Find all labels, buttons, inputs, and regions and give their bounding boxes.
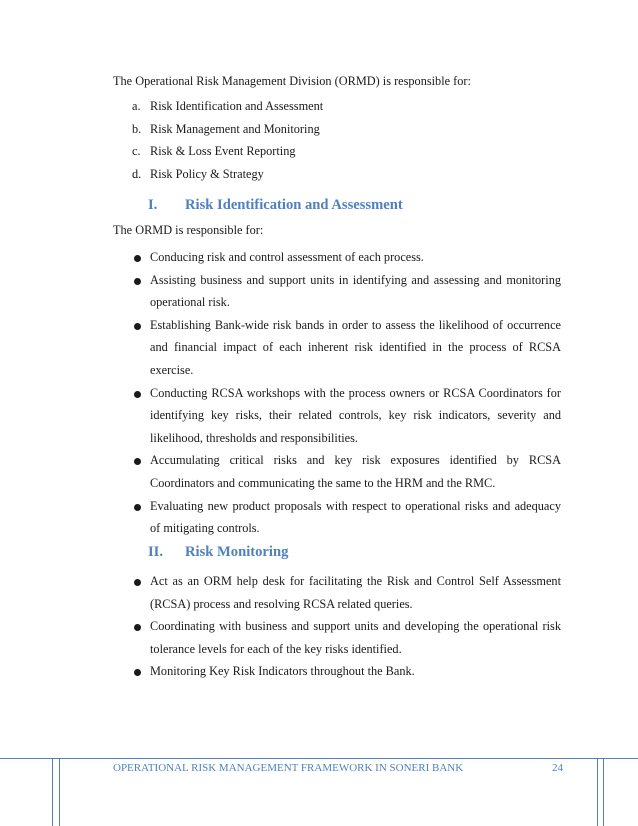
list-item-text: Risk Management and Monitoring	[150, 121, 320, 136]
list-item-text: Monitoring Key Risk Indicators throughout the Bank.	[150, 664, 415, 679]
page-number: 24	[552, 762, 563, 774]
list-item	[132, 166, 323, 189]
list-item-text: Evaluating new product proposals with respect to operational risks and adequacy of mitigating controls.	[150, 498, 561, 536]
section1-bullet-list	[150, 246, 561, 540]
section-number: II.	[148, 544, 164, 560]
list-item	[150, 615, 561, 660]
section-intro: The ORMD is responsible for:	[113, 223, 264, 237]
footer-divider	[0, 758, 638, 759]
list-item-text: Risk Identification and Assessment	[150, 99, 324, 113]
list-item-text: Assisting business and support units in identifying and assessing and monitoring operational risk.	[150, 272, 561, 310]
bullet-icon	[134, 624, 141, 631]
list-marker: a.	[132, 99, 141, 113]
list-item-text: Conducting RCSA workshops with the process owners or RCSA Coordinators for identifying key risks, their related controls, key risk indicators, severity and likelihood, thresholds and responsibilities.	[150, 385, 561, 445]
list-item	[150, 495, 561, 540]
list-item-text: Act as an ORM help desk for facilitating the Risk and Control Self Assessment (RCSA) process and resolving RCSA related queries.	[150, 574, 561, 611]
section-heading-risk-monitoring	[148, 544, 288, 561]
bullet-icon	[134, 669, 141, 676]
list-item-text: Establishing Bank-wide risk bands in order to assess the likelihood of occurrence and financial impact of each inherent risk identified in the process of RCSA exercise.	[150, 317, 561, 377]
list-item	[150, 449, 561, 494]
section-title: Risk Identification and Assessment	[185, 197, 403, 213]
list-item	[150, 246, 561, 269]
bullet-icon	[134, 504, 141, 511]
list-item	[132, 143, 323, 166]
section2-bullet-list	[150, 570, 561, 683]
section-number: I.	[148, 197, 158, 213]
section-heading-risk-identification	[148, 197, 403, 214]
list-marker: d.	[132, 166, 142, 181]
bullet-icon	[134, 579, 141, 586]
footer-right-border	[597, 758, 604, 826]
list-item-text: Coordinating with business and support units and developing the operational risk tolerance levels for each of the key risks identified.	[150, 619, 561, 656]
list-item	[150, 660, 561, 683]
bullet-icon	[134, 391, 141, 398]
list-item-text: Conducing risk and control assessment of each process.	[150, 250, 424, 264]
list-item	[150, 570, 561, 615]
list-marker: b.	[132, 121, 142, 136]
bullet-icon	[134, 255, 141, 262]
bullet-icon	[134, 458, 141, 465]
list-item	[150, 382, 561, 450]
list-item	[132, 121, 323, 144]
list-item	[132, 98, 323, 121]
responsibility-list	[132, 98, 323, 188]
bullet-icon	[134, 323, 141, 330]
intro-paragraph: The Operational Risk Management Division (ORMD) is responsible for:	[113, 74, 471, 88]
list-item-text: Risk Policy & Strategy	[150, 166, 264, 181]
footer-left-border	[52, 758, 60, 826]
bullet-icon	[134, 278, 141, 285]
footer-title: OPERATIONAL RISK MANAGEMENT FRAMEWORK IN SONERI BANK	[113, 762, 464, 774]
list-item	[150, 314, 561, 382]
list-item-text: Accumulating critical risks and key risk exposures identified by RCSA Coordinators and communicating the same to the HRM and the RMC.	[150, 453, 561, 490]
list-item	[150, 269, 561, 314]
list-item-text: Risk & Loss Event Reporting	[150, 144, 296, 159]
section-title: Risk Monitoring	[185, 544, 289, 560]
list-marker: c.	[132, 144, 141, 159]
